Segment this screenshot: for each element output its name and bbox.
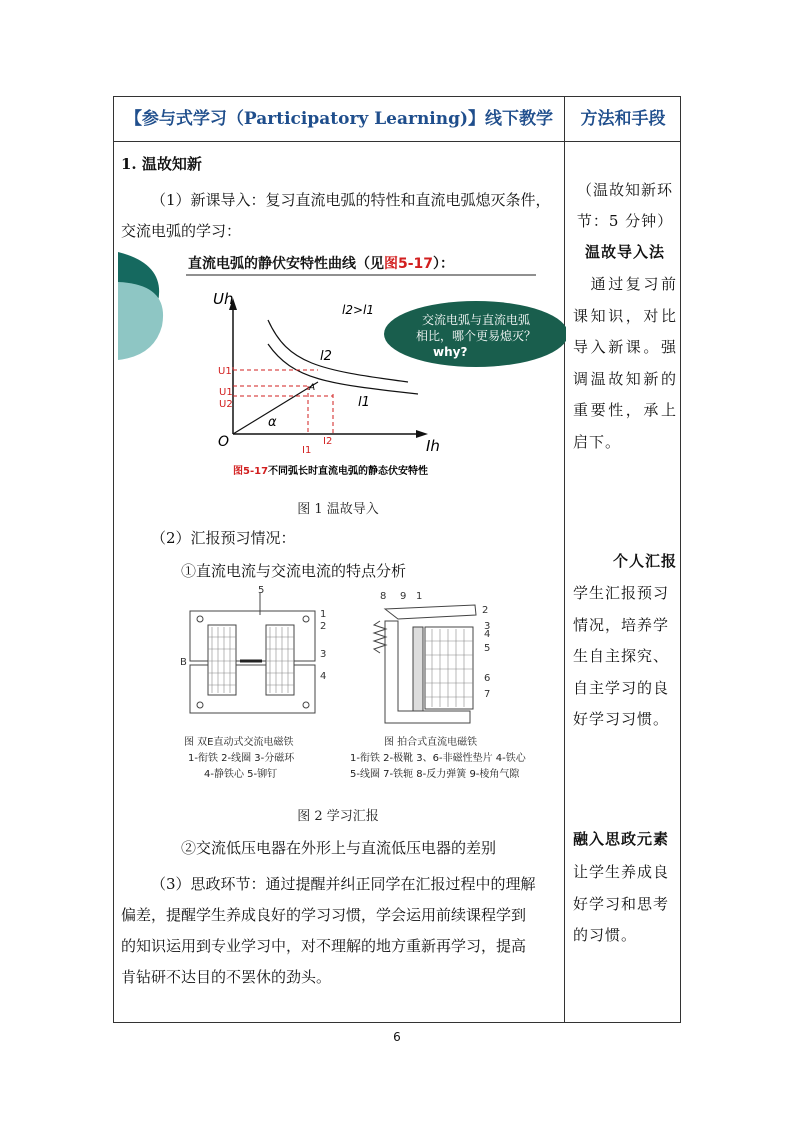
paragraph3-line4: 肯钻研不达目的不罢休的劲头。 — [121, 968, 332, 986]
header-right-title: 方法和手段 — [580, 109, 666, 129]
fig1-point-a: A — [309, 383, 316, 393]
paragraph3-line2: 偏差，提醒学生养成良好的学习习惯，学会运用前续课程学到 — [121, 906, 527, 924]
dc-num-5: 5 — [484, 643, 491, 654]
right-block2-text: 学生汇报预习情况，培养学生自主探究、自主学习的良好学习习惯。 — [573, 584, 670, 728]
figure1-iv-curve — [118, 244, 566, 484]
fig1-bubble-line2: 相比，哪个更易熄灭？ — [415, 329, 537, 343]
dc-num-9: 9 — [400, 591, 407, 602]
fig2-left-caption-line1: 图 双E直动式交流电磁铁 — [184, 737, 294, 748]
fig1-origin: O — [218, 434, 230, 450]
page-number: 6 — [393, 1030, 401, 1044]
paragraph2-item2: ②交流低压电器在外形上与直流低压电器的差别 — [181, 839, 497, 857]
figure2-electromagnets — [170, 585, 560, 795]
dc-num-2: 2 — [482, 605, 489, 616]
ac-num-3: 3 — [320, 649, 327, 660]
fig1-inner-caption: 图5-17不同弧长时直流电弧的静态伏安特性 — [233, 466, 429, 477]
right-block2-title: 个人汇报 — [612, 552, 677, 570]
paragraph3-line1: （3）思政环节：通过提醒并纠正同学在汇报过程中的理解 — [151, 875, 536, 893]
column-divider — [564, 97, 565, 1022]
fig1-i1-label: I1 — [302, 445, 312, 456]
dc-armature — [385, 605, 476, 619]
ac-num-4: 4 — [320, 671, 327, 682]
fig2-right-caption-line1: 图 拍合式直流电磁铁 — [384, 737, 478, 748]
fig1-alpha: α — [268, 415, 277, 430]
ac-num-5: 5 — [258, 585, 265, 596]
fig1-bubble-line3: why? — [433, 345, 468, 359]
paragraph1-line2: 交流电弧的学习： — [121, 222, 242, 240]
fig2-right-caption-line2: 1-衔铁 2-极靴 3、6-非磁性垫片 4-铁心 — [350, 753, 526, 764]
paragraph1-line1: （1）新课导入：复习直流电弧的特性和直流电弧熄灭条件， — [151, 191, 551, 209]
right-block3-title: 融入思政元素 — [573, 830, 670, 848]
right-block1-title: 温故导入法 — [584, 243, 665, 261]
right-block1-line2: 节：5 分钟） — [576, 212, 674, 230]
dc-spring — [374, 621, 386, 653]
paragraph2-title: （2）汇报预习情况： — [151, 529, 296, 547]
fig1-l1-label: l1 — [358, 395, 370, 410]
dc-num-6: 6 — [484, 673, 491, 684]
right-block3-text: 让学生养成良好学习和思考的习惯。 — [573, 863, 670, 944]
right-block1-line1: （温故知新环 — [576, 181, 673, 199]
right-block1-text: 通过复习前课知识，对比导入新课。强调温故知新的重要性，承上启下。 — [573, 275, 677, 451]
dc-num-1: 1 — [416, 591, 423, 602]
fig1-u1-label: U1 — [219, 387, 233, 398]
dc-num-8: 8 — [380, 591, 387, 602]
ac-num-2: 2 — [320, 621, 327, 632]
section-title: 1. 温故知新 — [121, 155, 202, 173]
ac-label-b: B — [180, 657, 187, 668]
fig1-relation: l2>l1 — [342, 303, 374, 317]
fig1-i2-label: I2 — [323, 436, 333, 447]
dc-num-3: 3 — [484, 621, 491, 632]
header-left-title: 【参与式学习（Participatory Learning)】线下教学 — [124, 109, 554, 129]
ac-num-1: 1 — [320, 609, 327, 620]
fig1-axis-x-label: Ih — [426, 437, 440, 455]
fig2-left-caption-line3: 4-静铁心 5-铆钉 — [204, 769, 278, 780]
figure2-caption: 图 2 学习汇报 — [297, 809, 379, 824]
dc-core — [413, 627, 423, 711]
fig2-right-caption-line3: 5-线圈 7-铁轭 8-反力弹簧 9-棱角气隙 — [350, 769, 520, 780]
header-divider — [114, 141, 680, 142]
fig1-bubble-line1: 交流电弧与直流电弧 — [421, 313, 531, 327]
paragraph2-item1: ①直流电流与交流电流的特点分析 — [181, 562, 407, 580]
fig1-l2-label: l2 — [320, 349, 332, 364]
fig1-banner: 直流电弧的静伏安特性曲线（见图5-17）： — [188, 256, 455, 272]
fig2-left-caption-line2: 1-衔铁 2-线圈 3-分磁环 — [188, 753, 295, 764]
dc-num-4: 4 — [484, 629, 491, 640]
dc-num-7: 7 — [484, 689, 491, 700]
figure1-caption: 图 1 温故导入 — [297, 502, 379, 517]
fig1-u2-label: U2 — [219, 399, 233, 410]
fig1-u1prime-label: U1' — [218, 366, 235, 377]
paragraph3-line3: 的知识运用到专业学习中，对不理解的地方重新再学习，提高 — [121, 937, 527, 955]
fig1-axis-y-label: Uh — [213, 290, 234, 308]
